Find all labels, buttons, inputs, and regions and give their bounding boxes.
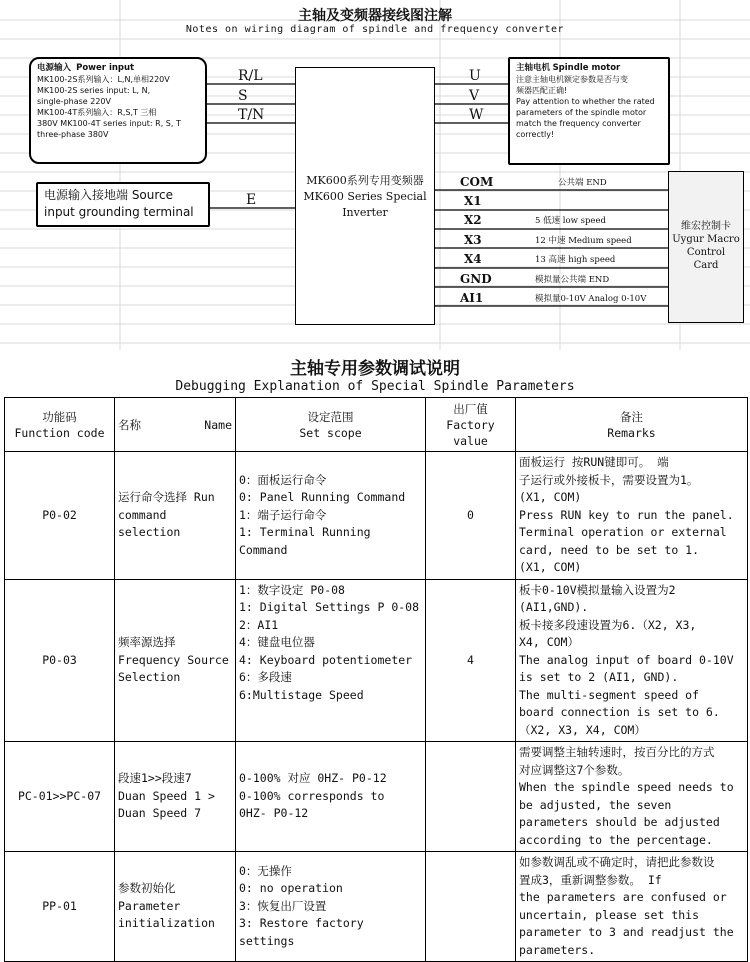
table-header-row — [5, 398, 748, 452]
spindle-note-line: match the frequency converter — [516, 119, 641, 128]
row-code: P0-02 — [5, 452, 115, 580]
signal-s: S — [238, 88, 248, 104]
row-code: PC-01>>PC-07 — [5, 742, 115, 852]
row-name: 段速1>>段速7 Duan Speed 1 > Duan Speed 7 — [115, 742, 236, 852]
spindle-note-line: 注意主轴电机额定参数是否与变 — [516, 75, 628, 84]
inverter-label-line: Inverter — [342, 206, 388, 219]
power-input-line: three-phase 380V — [37, 130, 109, 139]
terminal-com-desc: 公共端 END — [558, 178, 607, 188]
diagram-title-cn: 主轴及变频器接线图注解 — [298, 8, 452, 24]
terminal-gnd: GND — [460, 272, 492, 286]
row-remarks: 如参数调乱或不确定时，请把此参数设 置成3，重新调整参数。 If the parameters are confused or uncertain, please set this parameter to 3 and readjust the parameters. — [516, 852, 748, 962]
params-table — [4, 397, 748, 962]
signal-u: U — [469, 68, 481, 84]
row-name: 运行命令选择 Run command selection — [115, 452, 236, 580]
header-remarks: 备注 Remarks — [516, 398, 748, 452]
table-row — [5, 742, 748, 852]
signal-t-n: T/N — [238, 107, 265, 123]
spindle-heading-cn: 主轴电机 — [516, 63, 551, 73]
terminal-x3-desc: 12 中速 Medium speed — [535, 236, 632, 246]
spindle-note-line: parameters of the spindle motor — [516, 108, 647, 117]
terminal-gnd-desc: 模拟量公共端 END — [535, 275, 610, 285]
table-row — [5, 452, 748, 580]
row-remarks: 板卡0-10V模拟量输入设置为2 (AI1,GND). 板卡接多段速设置为6.（X2, X3, X4, COM） The analog input of board 0-10V is set to 2 (AI1, GND). The multi-segment speed of board connection is set to 6. （X2, X3, X4, COM） — [516, 579, 748, 742]
table-row — [5, 852, 748, 962]
row-scope: 0：无操作 0: no operation 3：恢复出厂设置 3: Restore factory settings — [236, 852, 426, 962]
params-title-en: Debugging Explanation of Special Spindle Parameters — [175, 379, 575, 394]
ground-note-line: 电源输入接地端 Source — [44, 188, 174, 202]
control-card-line: 维宏控制卡 — [681, 221, 731, 232]
row-scope: 0-100% 对应 0HZ- P0-12 0-100% corresponds to 0HZ- P0-12 — [236, 742, 426, 852]
params-title-cn: 主轴专用参数调试说明 — [290, 359, 460, 379]
terminal-x4: X4 — [464, 252, 482, 266]
power-input-line: MK100-2S系列输入：L,N,单相220V — [37, 75, 170, 84]
control-card-line: Uygur Macro — [672, 234, 740, 245]
row-factory — [426, 742, 516, 852]
inverter-label — [296, 173, 434, 221]
row-remarks: 需要调整主轴转速时，按百分比的方式 对应调整这7个参数。 When the spindle speed needs to be adjusted, the seven parameters should be adjusted according to the percentage. — [516, 742, 748, 852]
row-remarks: 面板运行 按RUN键即可。 端 子运行或外接板卡，需要设置为1。 (X1, COM) Press RUN key to run the panel. Terminal operation or external card, need to be set to 1. (X1, COM) — [516, 452, 748, 580]
control-card-line: Card — [693, 260, 719, 271]
row-code: PP-01 — [5, 852, 115, 962]
header-name: 名称 Name — [115, 398, 236, 452]
power-input-line: 380V MK100-4T series input: R, S, T — [37, 119, 181, 128]
header-scope: 设定范围 Set scope — [236, 398, 426, 452]
power-input-heading-cn: 电源输入 — [37, 63, 72, 73]
power-input-line: MK100-2S series input: L, N, — [37, 86, 151, 95]
table-row — [5, 579, 748, 742]
signal-w: W — [469, 107, 484, 123]
terminal-x2-desc: 5 低速 low speed — [535, 216, 606, 226]
terminal-ai1-desc: 模拟量0-10V Analog 0-10V — [535, 294, 647, 304]
power-input-line: single-phase 220V — [37, 97, 111, 106]
inverter-label-line: MK600 Series Special — [303, 190, 427, 203]
inverter-box — [295, 67, 435, 325]
spindle-note-line: 频器匹配正确! — [516, 86, 568, 95]
spindle-note-line: Pay attention to whether the rated — [516, 97, 655, 106]
header-factory: 出厂值 Factory value — [426, 398, 516, 452]
signal-e: E — [246, 192, 257, 208]
ground-note-line: input grounding terminal — [44, 205, 194, 219]
terminal-ai1: AI1 — [460, 291, 484, 305]
row-name: 频率源选择 Frequency Source Selection — [115, 579, 236, 742]
row-scope: 1：数字设定 P0-08 1: Digital Settings P 0-08 2：AI1 4：键盘电位器 4: Keyboard potentiometer 6：多段速 6:Multistage Speed — [236, 579, 426, 742]
ground-note — [36, 182, 210, 227]
spindle-motor-note — [508, 57, 670, 165]
row-scope: 0：面板运行命令 0: Panel Running Command 1：端子运行命令 1: Terminal Running Command — [236, 452, 426, 580]
signal-v: V — [469, 88, 480, 104]
row-factory: 4 — [426, 579, 516, 742]
signal-r-l: R/L — [238, 68, 263, 84]
spindle-note-line: correctly! — [516, 130, 555, 139]
control-card-line: Control — [686, 247, 726, 258]
inverter-label-line: MK600系列专用变频器 — [306, 174, 424, 187]
terminal-x1: X1 — [464, 194, 482, 208]
power-input-line: MK100-4T系列输入：R,S,T 三相 — [37, 108, 157, 117]
header-code: 功能码 Function code — [5, 398, 115, 452]
row-factory: 0 — [426, 452, 516, 580]
terminal-x4-desc: 13 高速 high speed — [535, 255, 616, 265]
terminal-x3: X3 — [464, 233, 482, 247]
control-card-box — [668, 171, 744, 323]
terminal-com: COM — [460, 175, 494, 189]
spindle-heading-en: Spindle motor — [552, 63, 621, 73]
row-name: 参数初始化 Parameter initialization — [115, 852, 236, 962]
control-card-label — [669, 220, 743, 272]
diagram-title-en: Notes on wiring diagram of spindle and frequency converter — [185, 24, 565, 35]
power-input-note — [29, 57, 207, 164]
row-code: P0-03 — [5, 579, 115, 742]
power-input-heading-en: Power input — [76, 63, 135, 73]
terminal-x2: X2 — [464, 213, 482, 227]
row-factory — [426, 852, 516, 962]
